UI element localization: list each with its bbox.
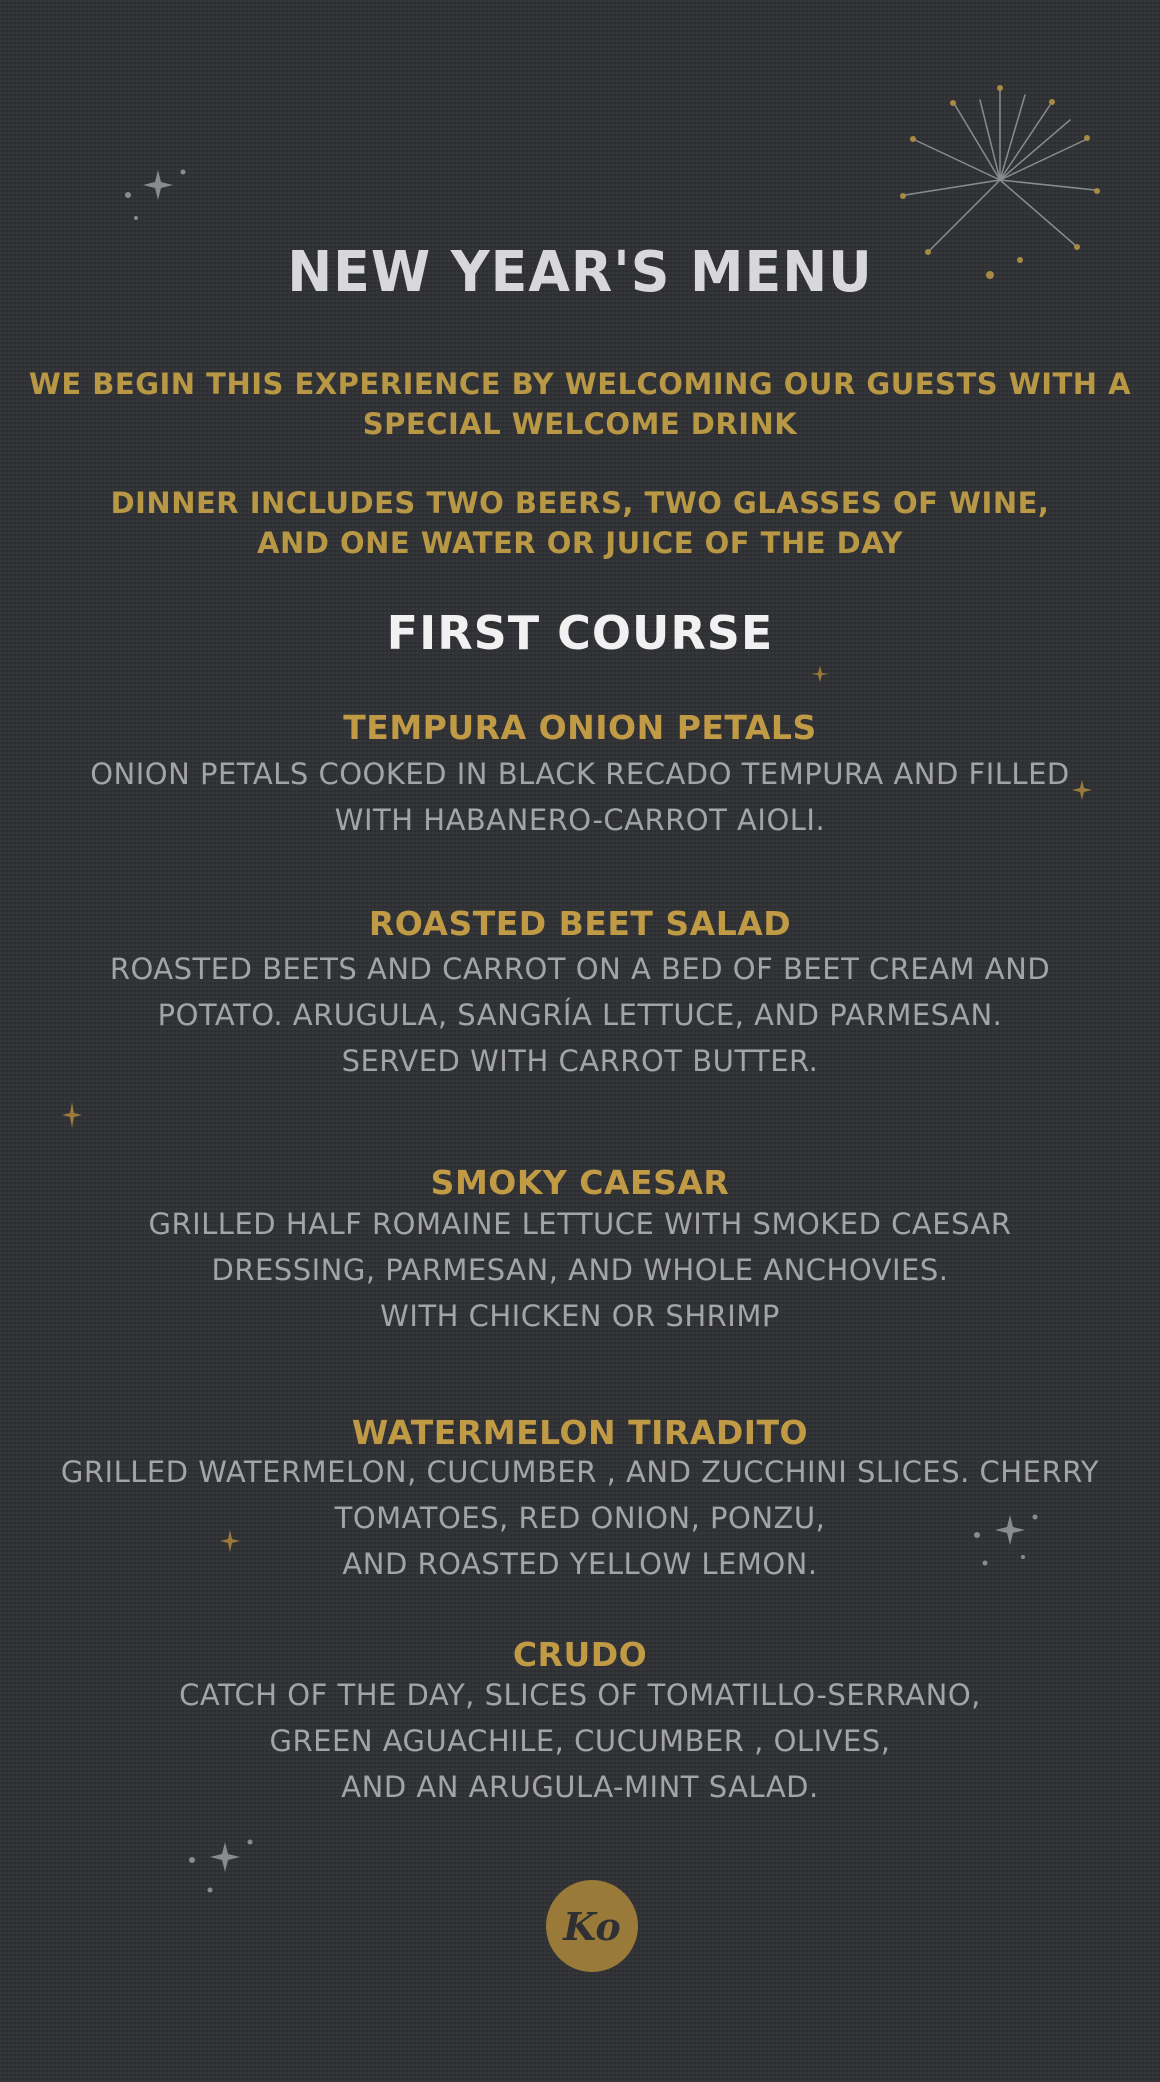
dish-description-line: WITH HABANERO-CARROT AIOLI.: [334, 803, 826, 837]
dish-description-line: GRILLED HALF ROMAINE LETTUCE WITH SMOKED CAESAR: [148, 1207, 1012, 1241]
dish-description-line: ONION PETALS COOKED IN BLACK RECADO TEMPURA AND FILLED: [90, 757, 1070, 791]
dish-description-line: WITH CHICKEN OR SHRIMP: [380, 1299, 780, 1333]
dish-name: CRUDO: [512, 1635, 648, 1674]
dish-name: SMOKY CAESAR: [430, 1163, 730, 1202]
intro-drinks: [0, 483, 1160, 563]
dish-description-line: GRILLED WATERMELON, CUCUMBER , AND ZUCCHINI SLICES. CHERRY: [60, 1455, 1100, 1489]
intro-line: AND ONE WATER OR JUICE OF THE DAY: [257, 526, 903, 560]
intro-line: DINNER INCLUDES TWO BEERS, TWO GLASSES OF WINE,: [110, 486, 1050, 520]
menu-title: NEW YEAR'S MENU: [287, 240, 873, 305]
dish-name: ROASTED BEET SALAD: [368, 904, 792, 943]
course-title: FIRST COURSE: [386, 606, 774, 660]
dish-description-line: CATCH OF THE DAY, SLICES OF TOMATILLO-SERRANO,: [179, 1678, 981, 1712]
intro-welcome: [0, 364, 1160, 444]
sparkle-icon: [60, 1100, 84, 1130]
dish-description-line: ROASTED BEETS AND CARROT ON A BED OF BEET CREAM AND: [109, 952, 1051, 986]
dish-description: [0, 1449, 1160, 1587]
dish-description-line: GREEN AGUACHILE, CUCUMBER , OLIVES,: [269, 1724, 891, 1758]
dish-description: [0, 1672, 1160, 1810]
dish-description: [0, 751, 1160, 843]
dish-description-line: POTATO. ARUGULA, SANGRÍA LETTUCE, AND PARMESAN.: [157, 998, 1003, 1032]
dish-description: [0, 1201, 1160, 1339]
logo-icon: Ko: [546, 1880, 638, 1972]
intro-line: WE BEGIN THIS EXPERIENCE BY WELCOMING OUR GUESTS WITH A: [28, 367, 1132, 401]
sparkle-icon: [180, 1830, 260, 1900]
dish-description-line: DRESSING, PARMESAN, AND WHOLE ANCHOVIES.: [211, 1253, 949, 1287]
sparkle-icon: [118, 160, 198, 230]
intro-line: SPECIAL WELCOME DRINK: [362, 407, 798, 441]
dish-name: WATERMELON TIRADITO: [351, 1413, 809, 1452]
dish-description-line: TOMATOES, RED ONION, PONZU,: [334, 1501, 826, 1535]
dish-description-line: AND AN ARUGULA-MINT SALAD.: [341, 1770, 819, 1804]
dish-description: [0, 946, 1160, 1084]
dish-description-line: AND ROASTED YELLOW LEMON.: [342, 1547, 818, 1581]
dish-description-line: SERVED WITH CARROT BUTTER.: [341, 1044, 819, 1078]
dish-name: TEMPURA ONION PETALS: [343, 708, 817, 747]
sparkle-icon: [805, 664, 835, 684]
